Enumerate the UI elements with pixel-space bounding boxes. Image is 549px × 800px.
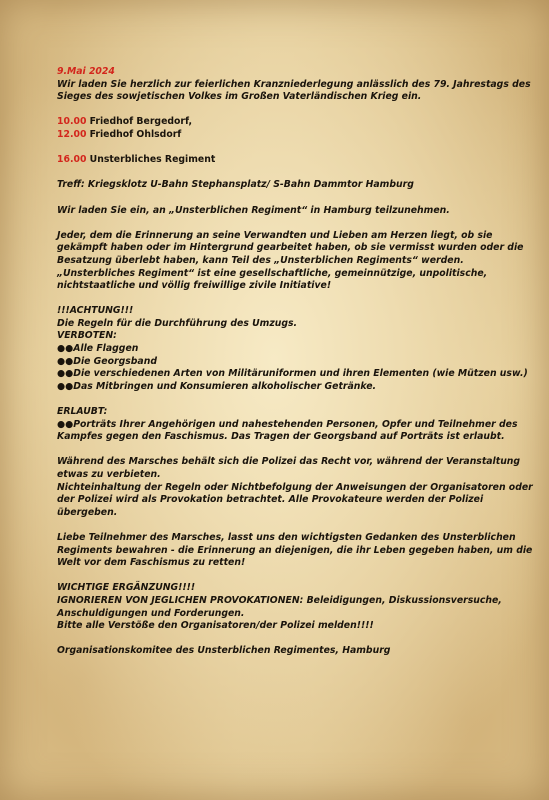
important-line: Bitte alle Verstöße den Organisatoren/der Polizei melden!!!! bbox=[57, 620, 374, 632]
allowed-line: Kampfes gegen den Faschismus. Das Tragen der Georgsband auf Porträts ist erlaubt. bbox=[57, 431, 505, 443]
forbidden-item: ●●Alle Flaggen bbox=[57, 343, 139, 355]
important-line: IGNORIEREN VON JEGLICHEN PROVOKATIONEN: Beleidigungen, Diskussionsversuche, bbox=[57, 594, 502, 606]
description-line: gekämpft haben oder im Hintergrund gearbeitet haben, ob sie vermisst wurden oder die bbox=[57, 242, 524, 254]
important-line: Anschuldigungen und Forderungen. bbox=[57, 607, 245, 619]
schedule-item bbox=[57, 129, 512, 142]
rules-title: Die Regeln für die Durchführung des Umzugs. bbox=[57, 317, 298, 329]
appeal-line: Welt vor dem Faschismus zu retten! bbox=[57, 557, 246, 569]
intro-line-1: Wir laden Sie herzlich zur feierlichen Kranzniederlegung anlässlich des 79. Jahrestags des bbox=[57, 78, 531, 90]
regiment-item bbox=[57, 154, 512, 167]
document-body bbox=[57, 66, 533, 658]
police-line: übergeben. bbox=[57, 506, 118, 518]
description-line: Besatzung überlebt haben, kann Teil des „Unsterblichen Regiments“ werden. bbox=[57, 254, 464, 266]
forbidden-item: ●●Die Georgsband bbox=[57, 355, 157, 367]
allowed-heading: ERLAUBT: bbox=[57, 406, 108, 418]
allowed-line: ●●Porträts Ihrer Angehörigen und nahestehenden Personen, Opfer und Teilnehmer des bbox=[57, 418, 518, 430]
regiment-label: Unsterbliches Regiment bbox=[86, 154, 216, 166]
police-line: etwas zu verbieten. bbox=[57, 469, 161, 480]
schedule-label: Friedhof Bergedorf, bbox=[86, 116, 193, 128]
signature: Organisationskomitee des Unsterblichen Regimentes, Hamburg bbox=[57, 645, 391, 657]
meeting-point: Treff: Kriegsklotz U-Bahn Stephansplatz/ S-Bahn Dammtor Hamburg bbox=[57, 179, 414, 191]
police-line: Nichteinhaltung der Regeln oder Nichtbefolgung der Anweisungen der Organisatoren oder bbox=[57, 481, 533, 493]
intro-line-2: Sieges des sowjetischen Volkes im Großen Vaterländischen Krieg ein. bbox=[57, 91, 422, 103]
police-line: Während des Marsches behält sich die Polizei das Recht vor, während der Veranstaltung bbox=[57, 456, 521, 468]
schedule-label: Friedhof Ohlsdorf bbox=[86, 128, 182, 140]
description-line: nichtstaatliche und völlig freiwillige zivile Initiative! bbox=[57, 280, 332, 292]
description-line: Jeder, dem die Erinnerung an seine Verwandten und Lieben am Herzen liegt, ob sie bbox=[57, 229, 493, 241]
event-date: 9.Mai 2024 bbox=[57, 66, 115, 77]
appeal-line: Liebe Teilnehmer des Marsches, lasst uns den wichtigsten Gedanken des Unsterblichen bbox=[57, 531, 516, 543]
regiment-time: 16.00 bbox=[57, 154, 87, 166]
forbidden-heading: VERBOTEN: bbox=[57, 330, 117, 342]
schedule-time: 10.00 bbox=[57, 116, 87, 128]
police-line: der Polizei wird als Provokation betrachtet. Alle Provokateure werden der Polizei bbox=[57, 494, 484, 506]
appeal-line: Regiments bewahren - die Erinnerung an diejenigen, die ihr Leben gegeben haben, um die bbox=[57, 544, 533, 556]
forbidden-item: ●●Das Mitbringen und Konsumieren alkoholischer Getränke. bbox=[57, 380, 377, 392]
schedule-time: 12.00 bbox=[57, 128, 87, 140]
schedule-item bbox=[57, 116, 512, 129]
important-heading: WICHTIGE ERGÄNZUNG!!!! bbox=[57, 582, 196, 594]
description-line: „Unsterbliches Regiment“ ist eine gesellschaftliche, gemeinnützige, unpolitische, bbox=[57, 267, 488, 279]
invitation-text: Wir laden Sie ein, an „Unsterblichen Regiment“ in Hamburg teilzunehmen. bbox=[57, 204, 450, 216]
attention-heading: !!!ACHTUNG!!! bbox=[57, 305, 134, 317]
forbidden-item: ●●Die verschiedenen Arten von Militäruniformen und ihren Elementen (wie Mützen usw.) bbox=[57, 368, 528, 380]
